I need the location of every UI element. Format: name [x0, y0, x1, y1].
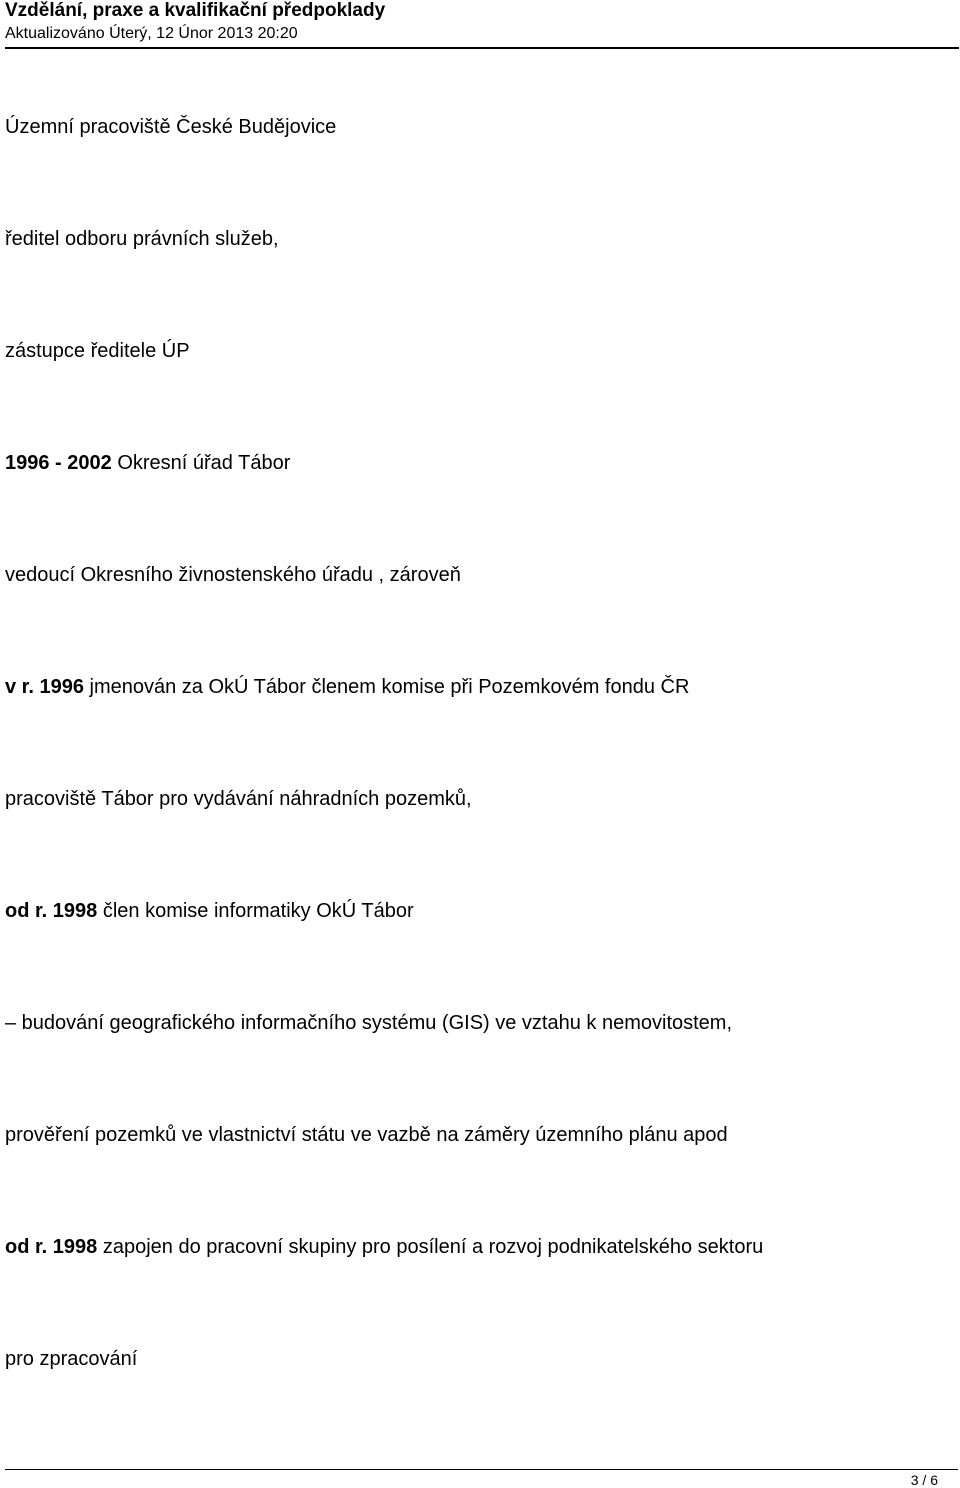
document-title: Vzdělání, praxe a kvalifikační předpoklady [5, 0, 386, 21]
paragraph-period-1996-2002 [5, 451, 290, 475]
paragraph-director-role: ředitel odboru právních služeb, [5, 228, 279, 250]
paragraph-land-verification: prověření pozemků ve vlastnictví státu ve vazbě na záměry územního plánu apod [5, 1124, 728, 1146]
last-updated-text: Aktualizováno Úterý, 12 Únor 2013 20:20 [5, 25, 298, 42]
footer-divider [5, 1469, 958, 1470]
commission-text: člen komise informatiky OkÚ Tábor [97, 900, 414, 922]
year-label: od r. 1998 [5, 1236, 98, 1258]
header-divider [5, 47, 959, 49]
paragraph-1996-appointment [5, 675, 689, 699]
page-number: 3 / 6 [910, 1472, 938, 1488]
appointment-text: jmenován za OkÚ Tábor členem komise při Pozemkovém fondu ČR [83, 676, 690, 698]
paragraph-1998-working-group [5, 1235, 763, 1259]
paragraph-1998-commission [5, 899, 414, 923]
year-label: od r. 1998 [5, 900, 98, 922]
period-label: 1996 - 2002 [5, 452, 112, 474]
paragraph-land-allocation: pracoviště Tábor pro vydávání náhradních pozemků, [5, 788, 472, 810]
paragraph-office-head: vedoucí Okresního živnostenského úřadu , zároveň [5, 564, 461, 586]
working-group-text: zapojen do pracovní skupiny pro posílení a rozvoj podnikatelského sektoru [97, 1236, 764, 1258]
year-label: v r. 1996 [5, 676, 84, 698]
paragraph-workplace: Územní pracoviště České Budějovice [5, 116, 337, 138]
paragraph-gis-development: – budování geografického informačního systému (GIS) ve vztahu k nemovitostem, [5, 1012, 733, 1034]
paragraph-processing: pro zpracování [5, 1348, 138, 1370]
paragraph-deputy-role: zástupce ředitele ÚP [5, 340, 190, 362]
period-text: Okresní úřad Tábor [111, 452, 291, 474]
